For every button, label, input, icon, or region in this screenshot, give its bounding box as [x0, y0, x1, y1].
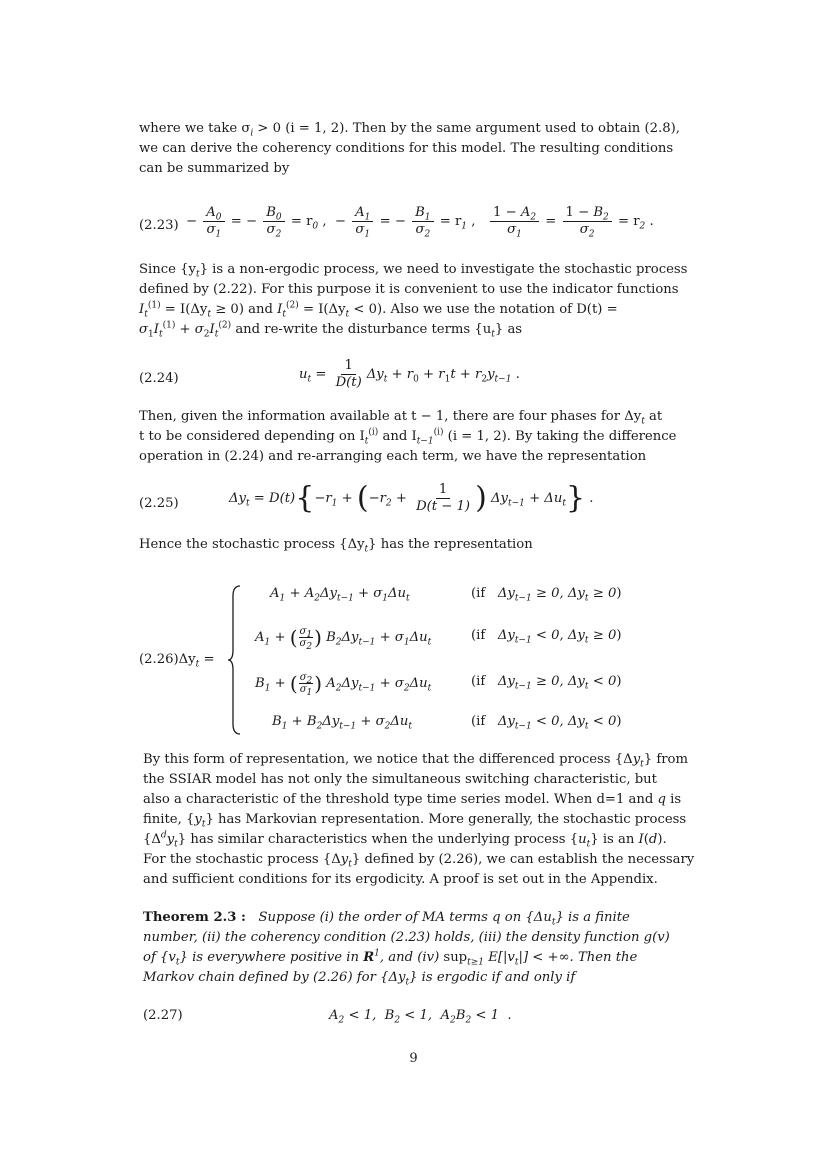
case-condition: (if $\Delta y_{t-1} \ge 0$, $\Delta y_t < 0$) — [471, 674, 622, 692]
text-line: can be summarized by — [139, 161, 290, 176]
text-line: Markov chain defined by (2.26) for $\{\Delta y_t\}$ is ergodic if and only if — [143, 970, 576, 988]
equation-2-25 — [139, 482, 714, 526]
equation-label: $(2.26)\Delta y_t$ = — [139, 652, 215, 670]
text-line: Theorem 2.3 : Suppose (i) the order of MA terms q on $\{\Delta u_t\}$ is a finite — [143, 910, 630, 928]
text-line: $\sigma_1I_t^{(1)} + \sigma_2I_t^{(2)}$ and re-write the disturbance terms $\{u_t\}$ as — [139, 320, 523, 340]
equation-2-23 — [139, 205, 714, 249]
paragraph-phases — [139, 407, 714, 467]
text-line: Since $\{y_t\}$ is a non-ergodic process, we need to investigate the stochastic process — [139, 262, 688, 280]
text-line: number, (ii) the coherency condition (2.23) holds, (iii) the density function g(v) — [143, 930, 670, 945]
theorem-heading: Theorem 2.3 : — [143, 910, 246, 925]
equation-2-24 — [139, 358, 714, 400]
equation-body: $\Delta y_t = D(t)\{-r_1 + (-r_2$ + $\frac{1}{D(t - 1)}$ ) $\Delta y_{t-1} + \Delta u_t$} . — [229, 480, 594, 516]
text-line: of $\{v_t\}$ is everywhere positive in $R^1$, and (iv) sup$_{t\ge 1}$ $E[|v_t|]$ < +∞. Then the — [143, 948, 638, 968]
text-line: By this form of representation, we notice that the differenced process $\{\Delta y_t\}$ from — [143, 752, 688, 770]
text-line: $I_t^{(1)} = I(\Delta y_t \ge 0)$ and $I_t^{(2)} = I(\Delta y_t < 0)$. Also we use the notation of D(t) = — [139, 300, 618, 320]
text-line: For the stochastic process $\{\Delta y_t\}$ defined by (2.26), we can establish the necessary — [143, 852, 695, 870]
case-expression: $A_1$ + ( $\frac{\sigma_1}{\sigma_2}$ ) $B_2\Delta y_{t-1} + \sigma_1\Delta u_t$ — [255, 625, 432, 652]
text-line: and sufficient conditions for its ergodicity. A proof is set out in the Appendix. — [143, 872, 658, 887]
text-line: defined by (2.22). For this purpose it is convenient to use the indicator functions — [139, 282, 679, 297]
theorem-2-3 — [143, 908, 715, 988]
text-line: operation in (2.24) and re-arranging each term, we have the representation — [139, 449, 647, 464]
text-line: finite, $\{y_t\}$ has Markovian representation. More generally, the stochastic process — [143, 812, 687, 830]
text-line: t to be considered depending on $I_t^{(i)}$ and $I_{t-1}^{(i)}$ (i = 1, 2). By taking the difference — [139, 427, 677, 447]
case-expression: $B_1 + B_2\Delta y_{t-1} + \sigma_2\Delta u_t$ — [272, 714, 412, 732]
text-line: where we take $\sigma_i > 0$ (i = 1, 2). Then by the same argument used to obtain (2.8), — [139, 121, 680, 139]
text-line: Then, given the information available at t − 1, there are four phases for $\Delta y_t$ at — [139, 409, 663, 427]
equation-label: (2.27) — [143, 1008, 183, 1023]
paragraph-hence — [139, 535, 714, 555]
equation-label: (2.23) — [139, 218, 179, 233]
left-brace-icon — [227, 584, 243, 736]
equation-2-26 — [139, 580, 714, 740]
page-number: 9 — [409, 1051, 418, 1066]
case-condition: (if $\Delta y_{t-1} \ge 0$, $\Delta y_t \ge 0$) — [471, 586, 622, 604]
case-expression: $A_1 + A_2\Delta y_{t-1} + \sigma_1\Delta u_t$ — [270, 586, 410, 604]
text-line: we can derive the coherency conditions for this model. The resulting conditions — [139, 141, 674, 156]
case-condition: (if $\Delta y_{t-1} < 0$, $\Delta y_t \ge 0$) — [471, 628, 622, 646]
text-line: the SSIAR model has not only the simultaneous switching characteristic, but — [143, 772, 657, 787]
case-condition: (if $\Delta y_{t-1} < 0$, $\Delta y_t < 0$) — [471, 714, 622, 732]
paragraph-indicator — [139, 260, 714, 340]
equation-label: (2.24) — [139, 371, 179, 386]
case-expression: $B_1$ + ( $\frac{\sigma_2}{\sigma_1}$ ) $A_2\Delta y_{t-1} + \sigma_2\Delta u_t$ — [255, 671, 432, 698]
equation-body: − $\frac{A_0}{\sigma_1}$ = − $\frac{B_0}{\sigma_2}$ = $r_0$ , − $\frac{A_1}{\sigma_1}$ = − $\frac{B_1}{\sigma_2}$ = $r_1$ , $\frac{1 - A_2}{\sigma_1}$ = $\frac{1 - B_2}{\sigma_2}$ = $r_2$ . — [186, 205, 654, 240]
paragraph-representation — [143, 750, 715, 890]
text-line: also a characteristic of the threshold type time series model. When d=1 and q is — [143, 792, 682, 807]
equation-body: $A_2 < 1$, $B_2 < 1$, $A_2B_2 < 1$ . — [329, 1008, 512, 1026]
text-line: Hence the stochastic process $\{\Delta y_t\}$ has the representation — [139, 537, 533, 555]
text-line: $\{\Delta^dy_t\}$ has similar characteristics when the underlying process $\{u_t\}$ is an I(d). — [143, 830, 667, 850]
equation-label: (2.25) — [139, 496, 179, 511]
equation-body: $u_t$ = $\frac{1}{D(t)}$ $\Delta y_t + r_0 + r_1t + r_2y_{t-1}$ . — [299, 358, 520, 390]
paragraph-intro — [139, 119, 714, 179]
